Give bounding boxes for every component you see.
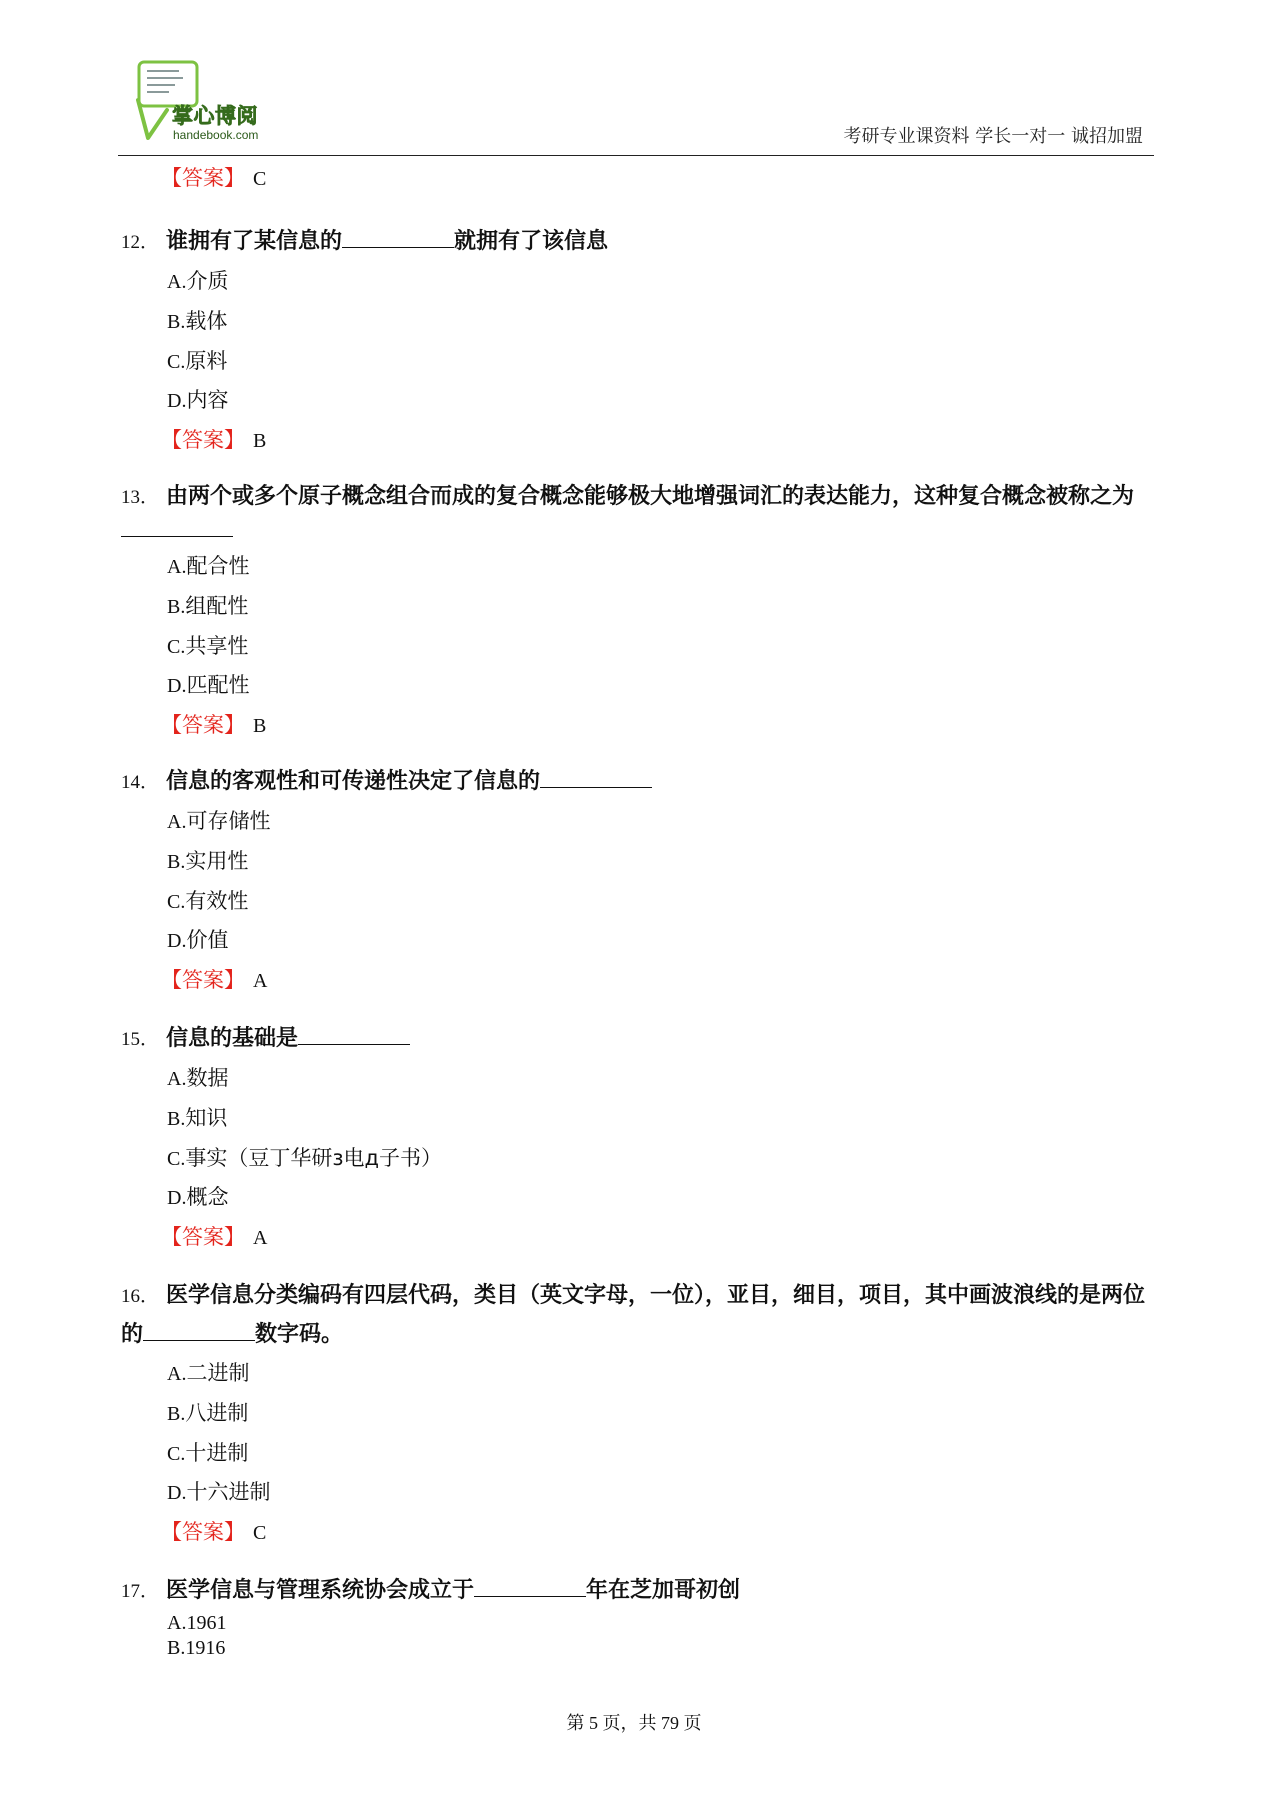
option-key: A. xyxy=(167,1363,187,1385)
option-c xyxy=(121,1434,1151,1474)
question-text xyxy=(121,1572,1151,1611)
option-b xyxy=(121,1099,1151,1139)
option-c xyxy=(121,627,1151,667)
question-stem: 信息的基础是 xyxy=(166,1026,299,1051)
option-b xyxy=(121,842,1151,882)
answer xyxy=(121,961,1151,1002)
option-key: A. xyxy=(167,811,187,833)
option-text: 概念 xyxy=(186,1185,229,1210)
question-17 xyxy=(121,1572,1151,1661)
option-key: A. xyxy=(167,271,187,293)
page-number: 第 5 页，共 79 页 xyxy=(566,1713,702,1733)
option-text: 十进制 xyxy=(185,1440,249,1465)
option-key: D. xyxy=(167,1482,187,1505)
option-text: 八进制 xyxy=(185,1400,249,1425)
option-text: 事实（豆丁华研з电д子书） xyxy=(185,1145,443,1170)
option-text: 共享性 xyxy=(185,633,249,658)
answer-label: 【答案】 xyxy=(161,713,245,738)
question-stem: 医学信息分类编码有四层代码，类目（英文字母，一位），亚目，细目，项目，其中画波浪线的是两位的 xyxy=(121,1283,1146,1347)
question-text xyxy=(121,1277,1151,1354)
question-stem-after: 就拥有了该信息 xyxy=(454,229,609,254)
site-logo xyxy=(133,58,278,148)
option-d xyxy=(121,381,1151,421)
previous-answer xyxy=(121,159,266,200)
option-key: A. xyxy=(167,1068,187,1090)
option-text: 二进制 xyxy=(186,1361,250,1385)
option-a xyxy=(121,547,1151,587)
header-tagline: 考研专业课资料 学长一对一 诚招加盟 xyxy=(843,126,1143,147)
question-number: 13． xyxy=(121,487,160,508)
fill-in-blank xyxy=(121,520,233,537)
option-text: 原料 xyxy=(185,348,228,373)
answer-value: B xyxy=(253,715,267,738)
option-text: 组配性 xyxy=(185,593,249,618)
option-key: A. xyxy=(167,1612,187,1634)
answer-value: A xyxy=(253,970,268,993)
question-number: 12． xyxy=(121,232,160,253)
question-stem-after: 数字码。 xyxy=(255,1322,344,1347)
option-text: 数据 xyxy=(186,1066,229,1090)
answer xyxy=(121,1513,1151,1554)
answer xyxy=(121,421,1151,462)
question-stem: 医学信息与管理系统协会成立于 xyxy=(166,1578,475,1603)
question-stem-after: 年在芝加哥初创 xyxy=(586,1578,741,1603)
option-key: D. xyxy=(167,675,187,698)
question-number: 17． xyxy=(121,1581,160,1602)
question-12 xyxy=(121,223,1151,462)
option-key: A. xyxy=(167,556,187,578)
option-d xyxy=(121,666,1151,706)
option-a xyxy=(121,262,1151,302)
question-stem: 由两个或多个原子概念组合而成的复合概念能够极大地增强词汇的表达能力，这种复合概念被称之为 xyxy=(166,484,1135,509)
option-text: 有效性 xyxy=(185,888,249,913)
option-text: 内容 xyxy=(186,388,229,413)
answer-label: 【答案】 xyxy=(161,968,245,993)
option-text: 实用性 xyxy=(185,848,249,873)
option-a xyxy=(121,802,1151,842)
option-b xyxy=(121,1636,1151,1661)
option-key: D. xyxy=(167,930,187,953)
logo-domain: handebook.com xyxy=(173,128,259,142)
fill-in-blank xyxy=(143,1324,255,1341)
answer-label: 【答案】 xyxy=(161,166,245,190)
fill-in-blank xyxy=(540,771,652,788)
option-key: D. xyxy=(167,390,187,413)
option-key: B. xyxy=(167,1107,186,1130)
option-c xyxy=(121,342,1151,382)
option-a xyxy=(121,1354,1151,1394)
option-text: 载体 xyxy=(185,308,228,333)
answer-label: 【答案】 xyxy=(161,428,245,453)
question-13 xyxy=(121,480,1151,747)
answer-label: 【答案】 xyxy=(161,1225,245,1250)
question-15 xyxy=(121,1020,1151,1259)
answer-value: C xyxy=(253,1522,267,1545)
fill-in-blank xyxy=(298,1028,410,1045)
option-text: 1916 xyxy=(185,1637,226,1659)
header-divider xyxy=(118,155,1154,156)
answer xyxy=(121,706,1151,747)
option-c xyxy=(121,882,1151,922)
option-b xyxy=(121,302,1151,342)
answer-value: B xyxy=(253,430,267,453)
option-text: 知识 xyxy=(185,1105,228,1130)
question-text xyxy=(121,1020,1151,1059)
question-text xyxy=(121,223,1151,262)
option-key: D. xyxy=(167,1187,187,1210)
question-16 xyxy=(121,1277,1151,1554)
question-14 xyxy=(121,763,1151,1002)
answer-label: 【答案】 xyxy=(161,1520,245,1545)
option-key: C. xyxy=(167,350,186,373)
answer xyxy=(121,1218,1151,1259)
option-key: C. xyxy=(167,1147,186,1170)
option-key: B. xyxy=(167,850,186,873)
option-a xyxy=(121,1059,1151,1099)
option-text: 介质 xyxy=(186,269,229,293)
question-number: 16． xyxy=(121,1286,160,1307)
option-key: C. xyxy=(167,890,186,913)
option-a xyxy=(121,1611,1151,1636)
question-number: 15． xyxy=(121,1029,160,1050)
option-key: B. xyxy=(167,595,186,618)
fill-in-blank xyxy=(342,231,454,248)
option-d xyxy=(121,1178,1151,1218)
question-stem: 谁拥有了某信息的 xyxy=(166,229,343,254)
option-d xyxy=(121,1473,1151,1513)
option-d xyxy=(121,921,1151,961)
option-b xyxy=(121,587,1151,627)
option-key: B. xyxy=(167,1402,186,1425)
question-text xyxy=(121,763,1151,802)
option-c xyxy=(121,1139,1151,1179)
option-text: 十六进制 xyxy=(186,1480,271,1505)
option-text: 1961 xyxy=(186,1612,227,1634)
question-stem: 信息的客观性和可传递性决定了信息的 xyxy=(166,769,541,794)
option-key: B. xyxy=(167,310,186,333)
question-text xyxy=(121,480,1151,547)
option-text: 可存储性 xyxy=(186,809,271,833)
fill-in-blank xyxy=(474,1580,586,1597)
option-text: 匹配性 xyxy=(186,673,250,698)
option-text: 配合性 xyxy=(186,554,250,578)
option-key: C. xyxy=(167,1442,186,1465)
answer-value: A xyxy=(253,1227,268,1250)
question-number: 14． xyxy=(121,772,160,793)
logo-name: 掌心博阅 xyxy=(172,104,258,128)
option-key: B. xyxy=(167,1637,186,1659)
option-text: 价值 xyxy=(186,928,229,953)
option-b xyxy=(121,1394,1151,1434)
answer-value: C xyxy=(253,168,267,190)
option-key: C. xyxy=(167,635,186,658)
